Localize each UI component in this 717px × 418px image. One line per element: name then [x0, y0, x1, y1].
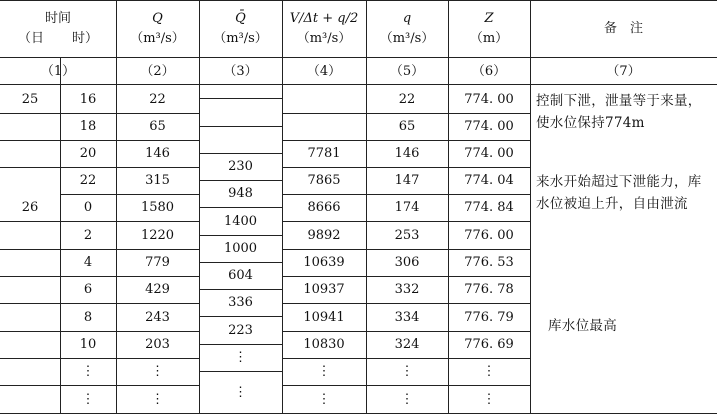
mean-rule [199, 126, 282, 127]
cell-z-5: 776. 00 [464, 227, 514, 243]
rule-top [0, 0, 717, 1]
header-time-title: 时间 [44, 11, 71, 26]
cell-z-6: 776. 53 [464, 255, 514, 270]
cell-q-11: ⋮ [400, 391, 414, 407]
header-time-sub: （日 时） [17, 31, 99, 46]
cell-q-7: 429 [145, 282, 170, 297]
cell-hour-7: 6 [83, 282, 93, 297]
cell-q-mean-6: 223 [228, 322, 253, 338]
cell-q-4: 1580 [140, 200, 175, 215]
cell-q-2: 146 [145, 146, 170, 161]
cell-v-8: 10941 [303, 309, 345, 325]
cell-q-2: 146 [394, 146, 420, 161]
cell-day-6 [0, 249, 60, 276]
cell-hour-8: 8 [83, 309, 93, 325]
col-number-5: （5） [389, 63, 425, 79]
cell-q-5: 1220 [140, 227, 175, 243]
cell-v-2: 7781 [307, 146, 341, 161]
cell-v-3: 7865 [307, 173, 341, 188]
cell-hour-6: 4 [83, 255, 93, 270]
cell-v-7: 10937 [303, 282, 345, 297]
cell-z-10: ⋮ [482, 364, 496, 379]
cell-hour-3: 22 [79, 173, 97, 188]
cell-q-0: 22 [149, 91, 166, 107]
cell-hour-11: ⋮ [81, 391, 95, 407]
mean-rule [199, 98, 282, 99]
cell-v-4: 8666 [307, 200, 341, 215]
remark-controlled-release: 控制下泄，泄量等于来量，使水位保持774m [536, 93, 702, 131]
cell-q-0: 22 [398, 91, 416, 107]
cell-hour-0: 16 [79, 91, 97, 107]
col-number-6: （6） [471, 63, 507, 79]
cell-hour-5: 2 [83, 227, 93, 243]
cell-q-6: 306 [394, 255, 420, 270]
cell-q-1: 65 [398, 119, 416, 134]
cell-q-mean-8: ⋮ [234, 384, 247, 400]
col-number-1: （1） [40, 63, 76, 79]
cell-q-10: ⋮ [151, 364, 164, 379]
remark-max-level: 库水位最高 [548, 318, 617, 334]
col-number-3: （3） [223, 63, 258, 79]
cell-v-11: ⋮ [317, 391, 331, 407]
cell-day-11 [0, 385, 60, 413]
cell-day-7 [0, 276, 60, 303]
cell-v-6: 10639 [303, 255, 345, 270]
header-q-mean: Q̄ （m³/s） [213, 11, 268, 46]
cell-day-9 [0, 331, 60, 358]
cell-q-11: ⋮ [151, 391, 164, 407]
rule-bottom [0, 413, 717, 414]
cell-v-5: 9892 [307, 227, 341, 243]
cell-q-mean-1: 948 [228, 186, 253, 201]
cell-day-1 [0, 113, 60, 140]
cell-q-5: 253 [394, 227, 420, 243]
cell-day-2 [0, 140, 60, 167]
cell-hour-2: 20 [79, 146, 97, 161]
cell-hour-10: ⋮ [81, 364, 95, 379]
cell-day-5 [0, 221, 60, 249]
cell-day-10 [0, 358, 60, 385]
header-time [0, 2, 116, 56]
col-number-2: （2） [140, 63, 175, 79]
cell-q-mean-5: 336 [228, 295, 253, 310]
cell-hour-4: 0 [83, 200, 93, 215]
cell-z-0: 774. 00 [464, 91, 514, 107]
cell-q-7: 332 [394, 282, 420, 297]
cell-q-4: 174 [394, 200, 420, 215]
cell-q-3: 147 [394, 173, 420, 188]
header-v-ratio: V/Δt + q/2 （m³/s） [289, 11, 359, 46]
cell-q-mean-2: 1400 [223, 213, 258, 229]
cell-z-4: 774. 84 [464, 200, 514, 215]
cell-z-11: ⋮ [482, 391, 496, 407]
cell-v-1 [282, 113, 366, 140]
header-remarks: 备 注 [603, 21, 643, 36]
cell-z-1: 774. 00 [464, 119, 514, 134]
cell-q-mean-0: 230 [228, 159, 253, 174]
cell-q-8: 334 [394, 309, 420, 325]
cell-day-3 [0, 167, 60, 194]
header-z: Z （m） [469, 11, 509, 46]
cell-q-8: 243 [145, 309, 170, 325]
cell-q-mean-7: ⋮ [234, 350, 247, 365]
cell-q-1: 65 [149, 119, 166, 134]
col-number-7: （7） [606, 63, 641, 79]
header-q-out: q （m³/s） [379, 11, 435, 46]
cell-q-3: 315 [145, 173, 170, 188]
cell-q-9: 203 [145, 337, 170, 352]
cell-v-0 [282, 85, 366, 113]
cell-v-10: ⋮ [317, 364, 331, 379]
cell-day-8 [0, 303, 60, 331]
cell-q-6: 779 [145, 255, 170, 270]
cell-q-10: ⋮ [400, 364, 414, 379]
cell-v-9: 10830 [303, 337, 345, 352]
cell-z-8: 776. 79 [464, 309, 514, 325]
cell-hour-1: 18 [79, 119, 97, 134]
cell-z-7: 776. 78 [464, 282, 514, 297]
header-q-in: Q （m³/s） [130, 11, 185, 46]
cell-z-9: 776. 69 [464, 337, 514, 352]
cell-z-3: 774. 04 [464, 173, 514, 188]
remark-free-overflow: 来水开始超过下泄能力，库水位被迫上升，自由泄流 [536, 174, 702, 212]
cell-q-mean-3: 1000 [223, 241, 258, 256]
col-number-4: （4） [306, 63, 342, 79]
cell-day-4: 26 [21, 200, 39, 215]
cell-day-0: 25 [21, 91, 39, 107]
cell-hour-9: 10 [79, 337, 97, 352]
cell-q-9: 324 [394, 337, 420, 352]
cell-z-2: 774. 00 [464, 146, 514, 161]
cell-q-mean-4: 604 [228, 268, 253, 283]
